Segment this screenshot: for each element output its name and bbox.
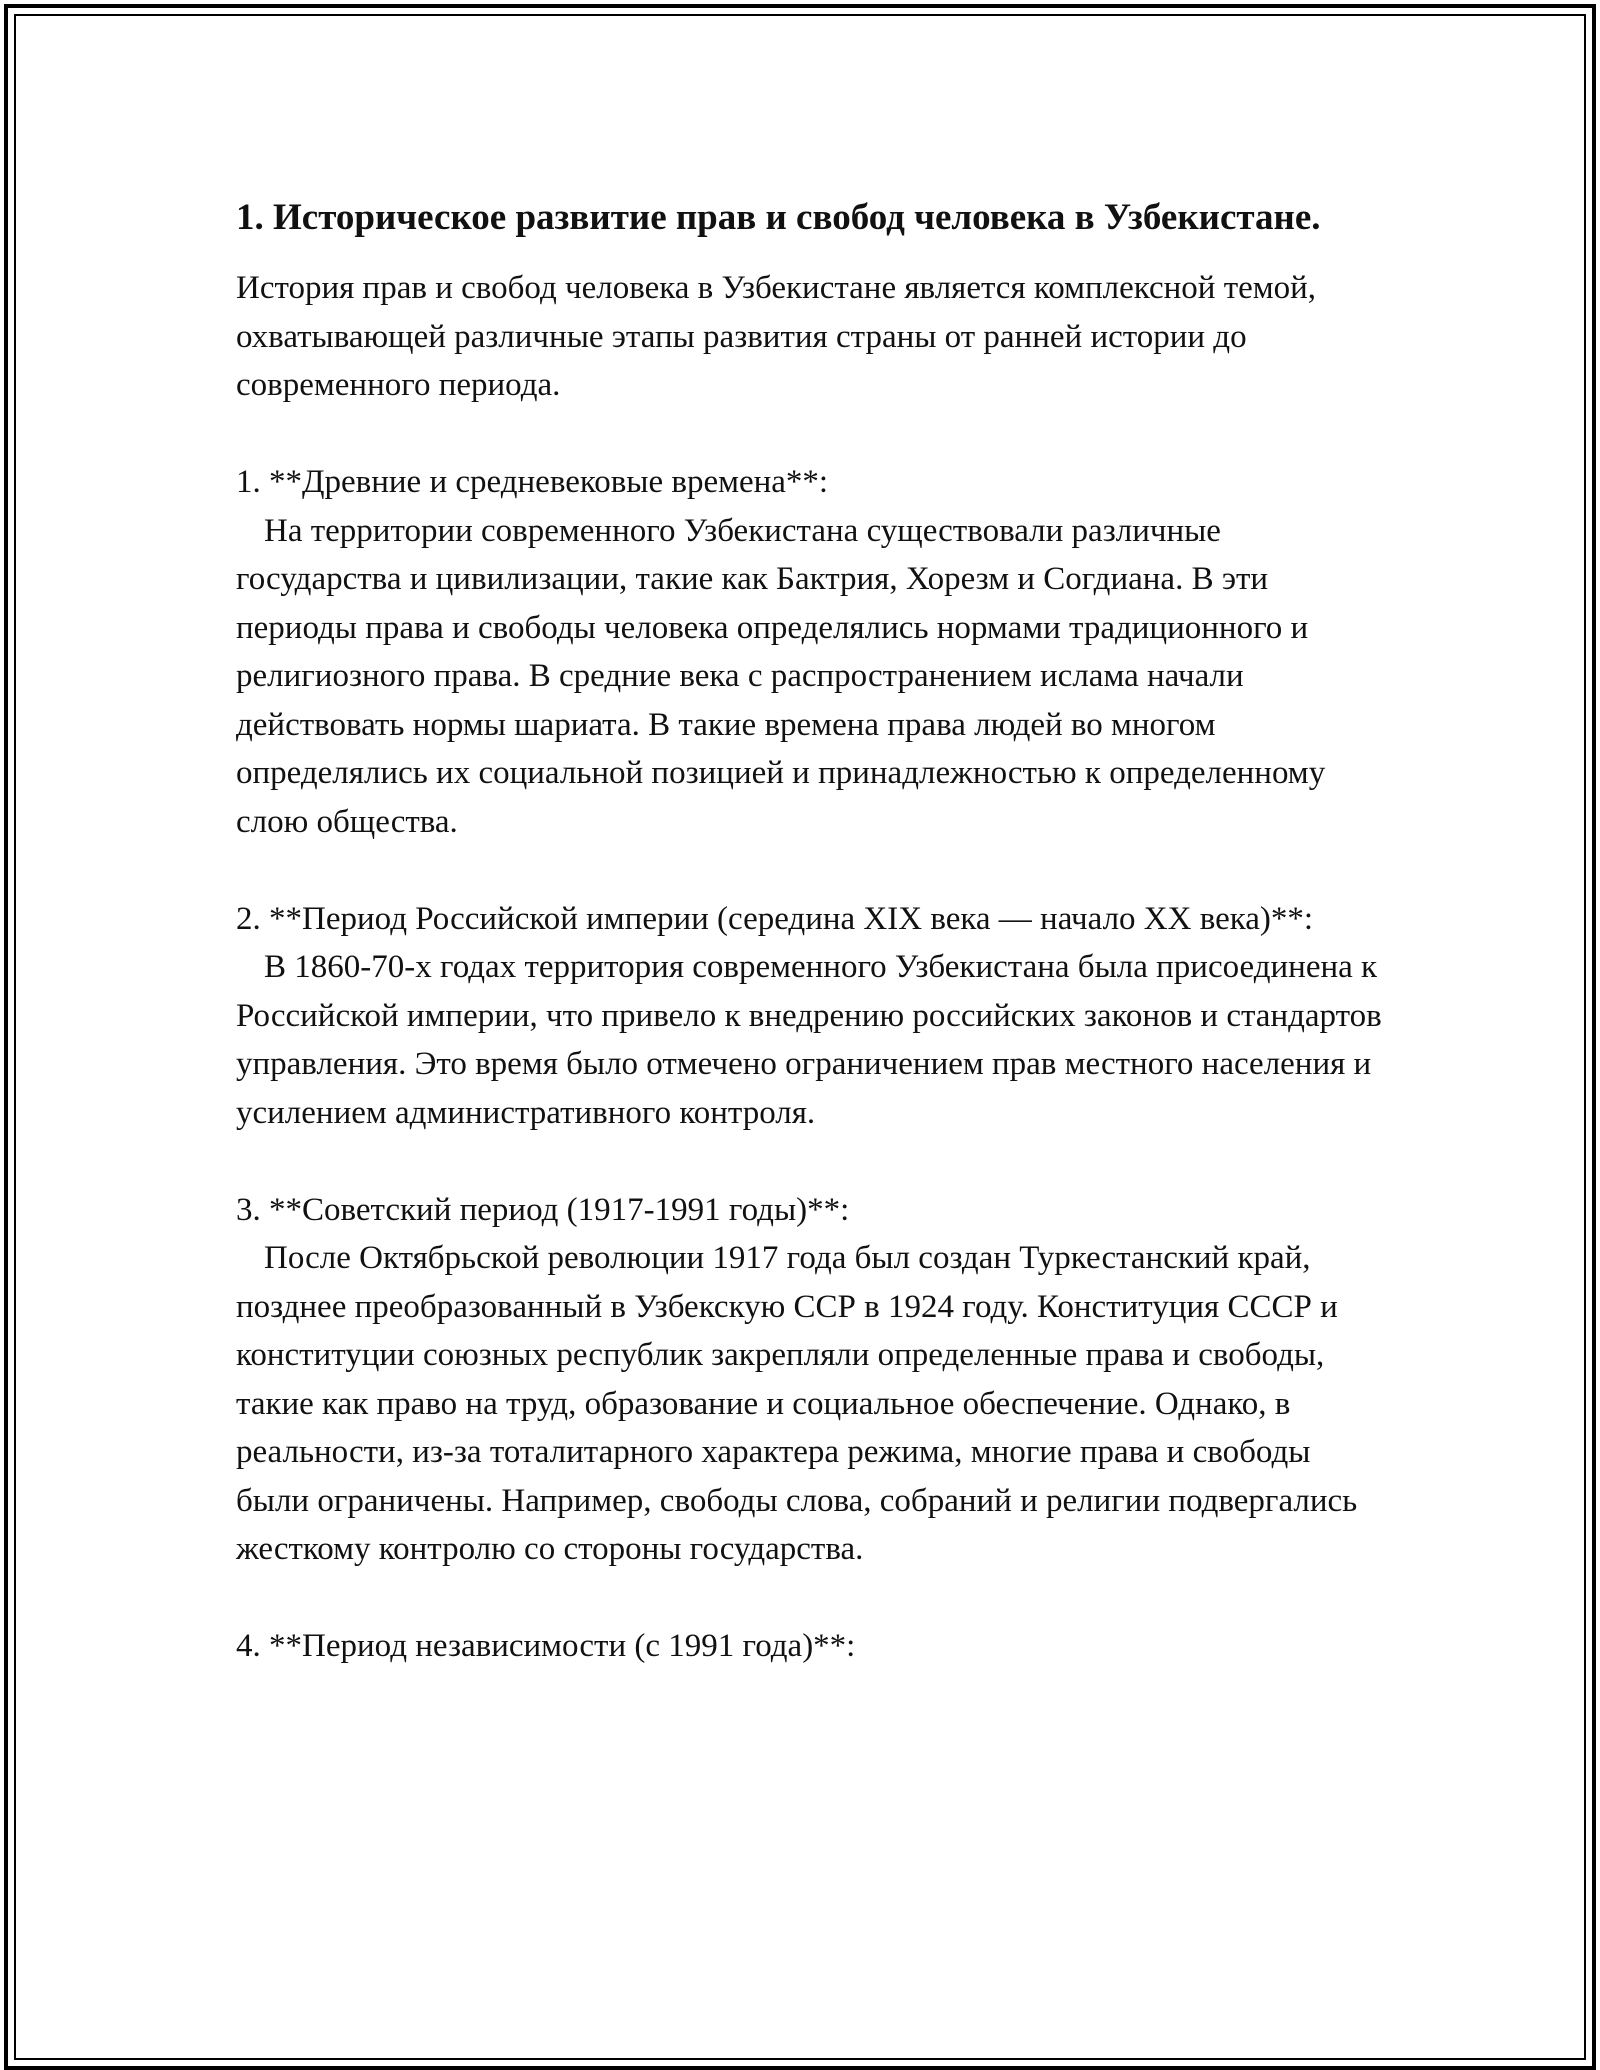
section-russian-empire [236, 895, 1386, 1138]
section-independence [236, 1622, 1386, 1671]
section-ancient-medieval [236, 458, 1386, 846]
section-body: На территории современного Узбекистана существовали различные государства и цивилизации, такие как Бактрия, Хорезм и Согдиана. В эти периоды права и свободы человека определялись нормами традиционного и религиозного права. В средние века с распространением ислама начали действовать нормы шариата. В такие времена права людей во многом определялись их социальной позицией и принадлежностью к определенному слою общества. [236, 512, 1326, 840]
section-body: В 1860-70-х годах территория современного Узбекистана была присоединена к Российской империи, что привело к внедрению российских законов и стандартов управления. Это время было отмечено ограничением прав местного населения и усилением административного контроля. [236, 949, 1382, 1131]
intro-paragraph: История прав и свобод человека в Узбекистане является комплексной темой, охватывающей различные этапы развития страны от ранней истории до современного периода. [236, 270, 1317, 403]
section-heading: 3. **Советский период (1917-1991 годы)**: [236, 1191, 850, 1228]
section-soviet-period [236, 1186, 1386, 1574]
section-body: После Октябрьской революции 1917 года был создан Туркестанский край, позднее преобразованный в Узбекскую ССР в 1924 году. Конституция СССР и конституции союзных республик закрепляли определенные права и свободы, такие как право на труд, образование и социальное обеспечение. Однако, в реальности, из-за тоталитарного характера режима, многие права и свободы были ограничены. Например, свободы слова, собраний и религии подвергались жесткому контролю со стороны государства. [236, 1240, 1358, 1567]
document-body [236, 190, 1386, 1671]
section-heading: 2. **Период Российской империи (середина XIX века — начало XX века)**: [236, 900, 1314, 937]
section-heading: 4. **Период независимости (с 1991 года)**: [236, 1628, 856, 1664]
document-title: 1. Историческое развитие прав и свобод человека в Узбекистане. [236, 197, 1321, 238]
section-heading: 1. **Древние и средневековые времена**: [236, 464, 829, 500]
